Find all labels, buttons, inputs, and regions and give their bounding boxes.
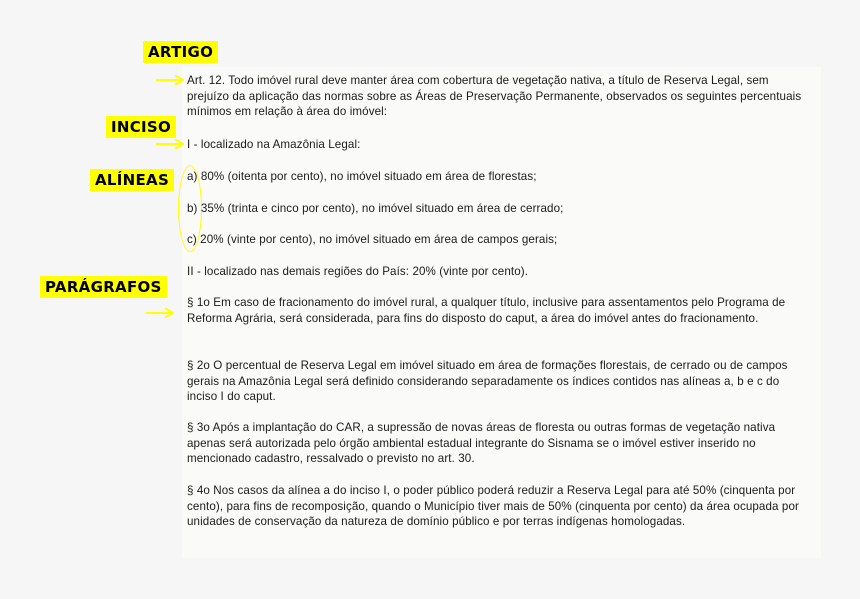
arrow-paragrafos-icon	[146, 308, 174, 318]
caput-text: Art. 12. Todo imóvel rural deve manter área com cobertura de vegetação nativa, a título de Reserva Legal, sem prejuízo da aplicação das normas sobre as Áreas de Preservação Permanente, observados os seguintes percentuais mínimos em relação à área do imóvel:	[187, 74, 802, 119]
paragrafo-4-text: § 4o Nos casos da alínea a do inciso I, o poder público poderá reduzir a Reserva Legal para até 50% (cinquenta por cento), para fins de recomposição, quando o Município tiver mais de 50% (cinquenta por cento) da área ocupada por unidades de conservação da natureza de domínio público e por terras indígenas homologadas.	[187, 484, 799, 529]
label-alineas: ALÍNEAS	[90, 169, 174, 191]
label-paragrafos: PARÁGRAFOS	[40, 276, 167, 298]
inciso-2-text: II - localizado nas demais regiões do País: 20% (vinte por cento).	[187, 265, 529, 278]
label-inciso: INCISO	[106, 116, 176, 138]
paragrafo-3-text: § 3o Após a implantação do CAR, a supressão de novas áreas de floresta ou outras formas de vegetação nativa apenas será autorizada pelo órgão ambiental estadual integrante do Sisnama se o imóvel estiver inserido no mencionado cadastro, ressalvado o previsto no art. 30.	[187, 421, 776, 466]
alinea-c-text: c) 20% (vinte por cento), no imóvel situado em área de campos gerais;	[187, 233, 558, 246]
paragrafo-2-text: § 2o O percentual de Reserva Legal em imóvel situado em área de formações florestais, de cerrado ou de campos gerais na Amazônia Legal será definido considerando separadamente os índices contidos nas alíneas a, b e c do inciso I do caput.	[187, 359, 788, 404]
arrow-artigo-icon	[156, 75, 184, 85]
alinea-a-text: a) 80% (oitenta por cento), no imóvel situado em área de florestas;	[187, 170, 537, 183]
alinea-b-text: b) 35% (trinta e cinco por cento), no imóvel situado em área de cerrado;	[187, 202, 564, 215]
inciso-1-text: I - localizado na Amazônia Legal:	[187, 138, 361, 151]
label-artigo: ARTIGO	[143, 41, 218, 63]
paragrafo-1-text: § 1o Em caso de fracionamento do imóvel rural, a qualquer título, inclusive para assentamentos pelo Programa de Reforma Agrária, será considerada, para fins do disposto do caput, a área do imóvel antes do fracionamento.	[187, 296, 786, 325]
arrow-inciso-icon	[156, 139, 184, 149]
